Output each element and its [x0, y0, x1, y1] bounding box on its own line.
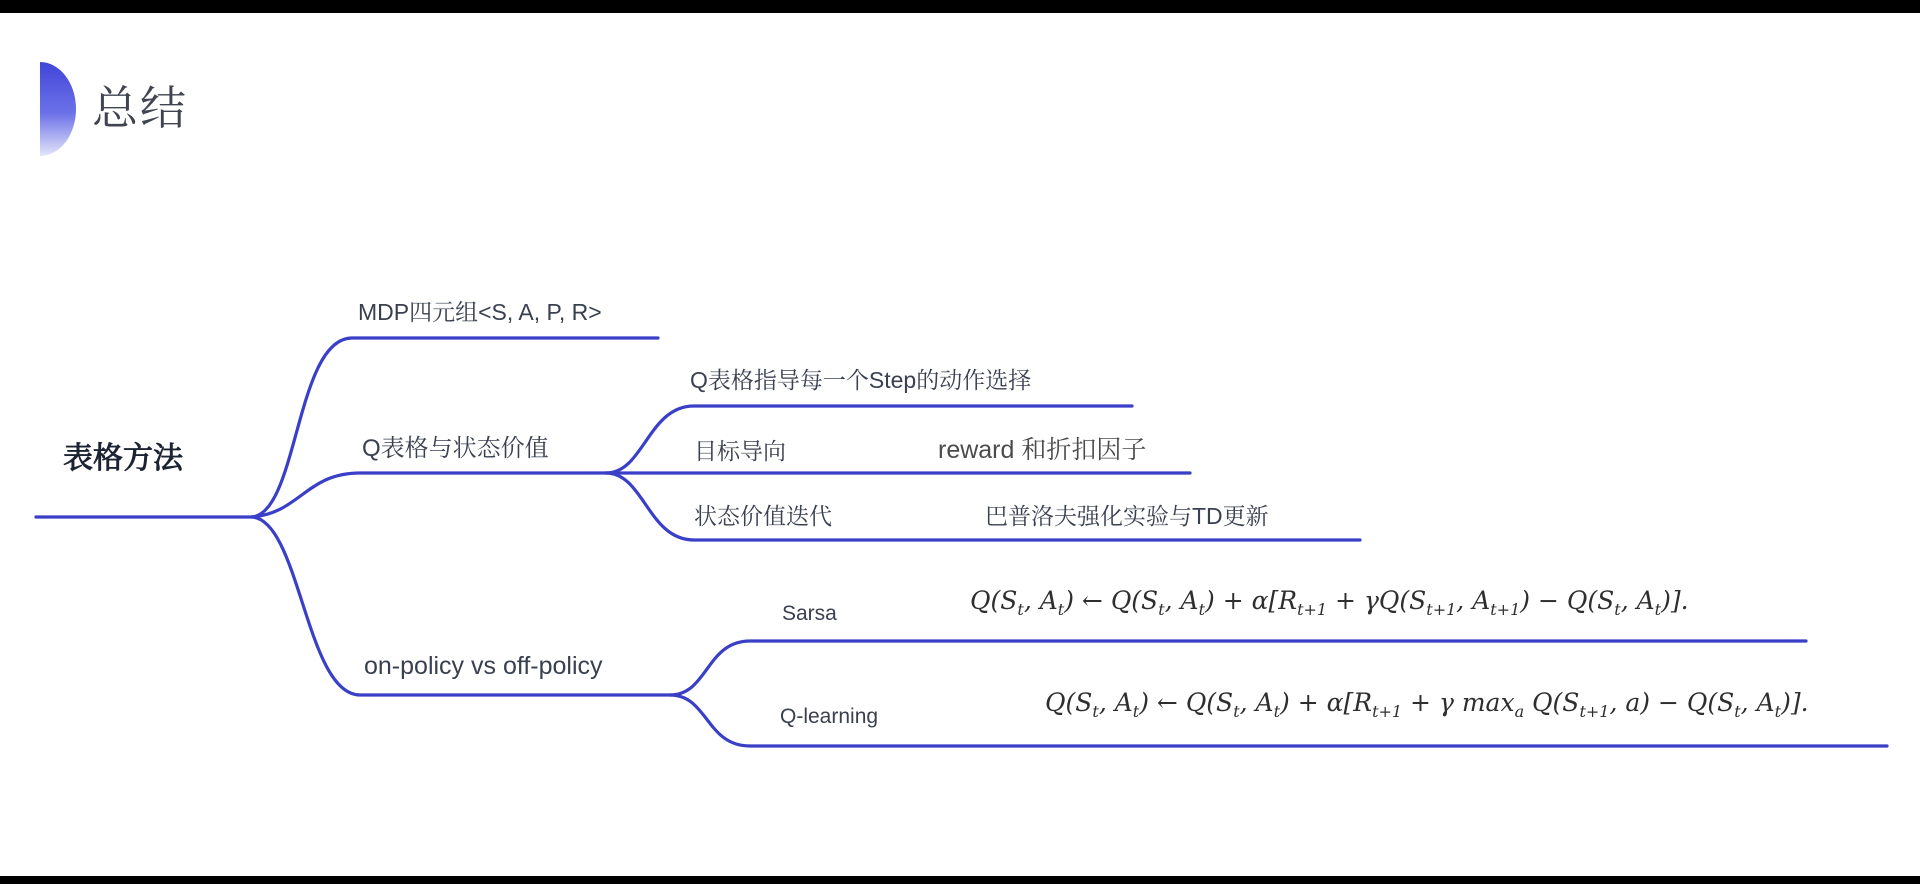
qlearning-update-formula: $Q(S_t$, $A_t$) ← $Q(S_t$, $A_t) + \alpha[R_{t+1} + \gamma$ $\max_a Q(S_{t+1}$, $a) - Q(S_t$, $A_t$)].: [1045, 688, 1809, 721]
edge-policy-to-sarsa: [670, 641, 1806, 695]
node-goal-note: reward 和折扣因子: [938, 436, 1147, 464]
node-root-label: 表格方法: [63, 442, 183, 475]
node-qtable-label: Q表格与状态价值: [362, 435, 549, 462]
node-goal-label: 目标导向: [694, 438, 786, 464]
node-value-iteration-label: 状态价值迭代: [694, 503, 832, 529]
page-title: 总结: [92, 82, 188, 134]
node-sarsa-label: Sarsa: [782, 602, 837, 625]
node-qlearning-label: Q-learning: [780, 705, 879, 728]
node-value-iteration-note: 巴普洛夫强化实验与TD更新: [985, 503, 1269, 529]
sarsa-update-formula: $Q(S_t$, $A_t$) ← $Q(S_t$, $A_t) + \alpha[R_{t+1} + \gamma Q(S_{t+1}$, $A_{t+1}) - Q(S_t$, $A_t$)].: [970, 586, 1689, 619]
edge-root-to-qtable: [252, 473, 606, 517]
node-qtable-step-label: Q表格指导每一个Step的动作选择: [690, 367, 1032, 393]
edge-root-to-mdp: [252, 338, 658, 517]
node-policy-label: on-policy vs off-policy: [364, 652, 603, 680]
node-mdp-label: MDP四元组<S, A, P, R>: [358, 299, 602, 325]
